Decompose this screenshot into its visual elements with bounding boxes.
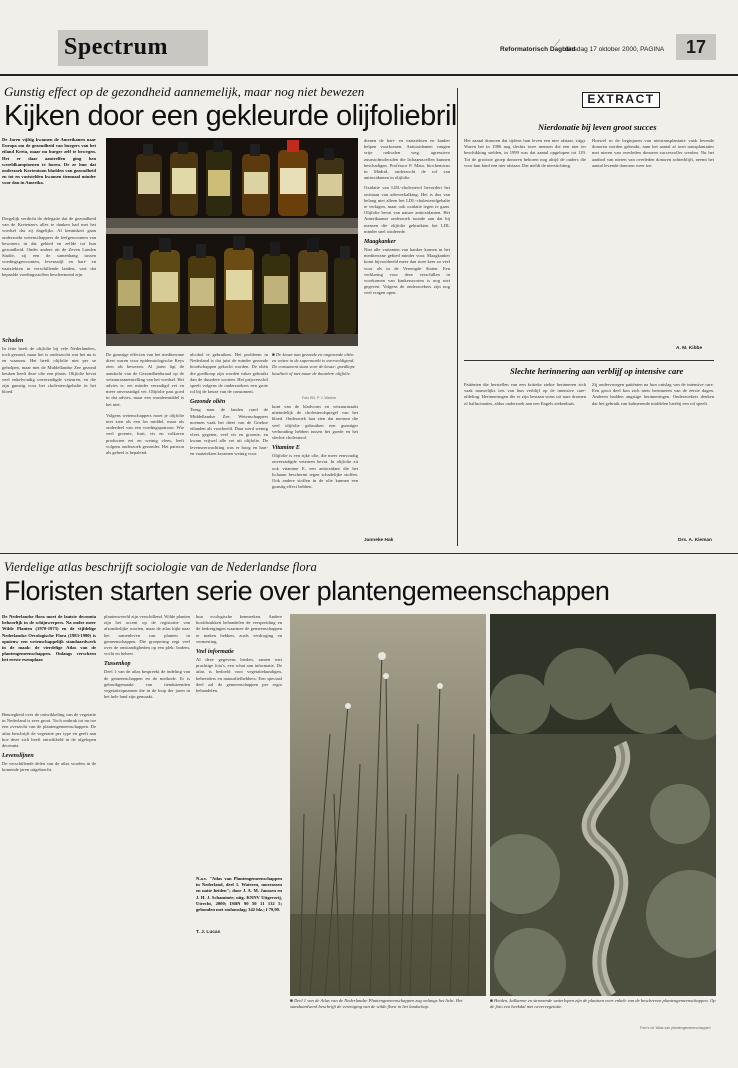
article1-col3 <box>190 352 268 546</box>
article1-col4-text: kunt van de bladvorm en vetzuurmaakt uiteindelijk de cholesterolspiegel van het bloed. Onderzoek laat zien dat mensen die veel olijfolie gebruiken een gunstiger verhouding hebben tussen het goede en het slechte cholesterol. <box>272 404 358 441</box>
article2-caption2 <box>490 998 716 1024</box>
extract-head1: Nierdonatie bij leven groot succes <box>538 122 657 132</box>
article1-col4-text2: Olijfolie is een rijke olie, die meer eenvoudig onverzadigde vetzuren bevat. In olijfolie zit ook vitamine E, een antioxidant die het lichaam beschermt tegen schadelijke stoffen. Ook andere stoffen in de olie kunnen een gunstig effect hebben. <box>272 453 358 490</box>
extract-separator <box>464 360 714 361</box>
article1-col5 <box>364 138 450 536</box>
article1-lead: De Jaren vijftig kwamen de Amerikanen naar Europa om de gezondheid van burgers van het eiland Kreta, maar nu burger zelf te bewegen. Het er daar aantreffen ging hen wereldkampioenen te horen. De ze hun dat onderzoek Kortentoon bladden van gezondheid en tot en vaststelden kwamen tienmaal minder voor dan in Amerika. <box>2 137 96 186</box>
article1-col5-subhead: Maagkanker <box>364 239 396 246</box>
extract-text2b: Zij ondervroegen patiënten na hun ontslag van de intensive care. Een groot deel kon zich niets herinneren van de eerste dagen. Anderen hadden angstige herinneringen. Onderzoekers denken dat het gebruik van kalmerende middelen hierbij een rol speelt. <box>592 382 714 406</box>
date-line: dinsdag 17 oktober 2000, PAGINA <box>565 46 665 53</box>
article2-col3-text: hun ecologische kenmerken. Andere hoofdstukken behandelen de verspreiding en de bedreigingen waarmee de gemeenschappen te maken hebben, zoals verdroging en vermesting. <box>196 614 282 644</box>
article1-col1-text: Dergelijk verdicht de delegatie dat de gezondheid van de Kretenzers alles te danken had met het voedsel dat zij dagelijks. Al kenniskeit gaan onderzoekt wetenschappers de leefgewoonten van bewoners in dat gebied en zelfde tot hun gezondheid. Onder andere uit de Zeven Landen Studie, zij een de samenhang tussen voedingsgewoonten, levensstijl en hart- en vaatziekten in verschillende landen, vast dat bepaalde voedingsstoffen beschermend zijn. <box>2 216 96 277</box>
article2-photo-credit: Foto's uit 'Atlas van plantengemeenschappen' <box>640 1026 712 1030</box>
extract-text1b: Hoewel in de beginjaren van niertransplantatie vaak levende donoren werden gebruikt, nam het aantal af toen transplantaties met nieren van overleden donoren succesvoller werden. Nu het aanbod van nieren van overleden donoren achterblijft, neemt het aantal levende donoren weer toe. <box>592 138 714 168</box>
caption1-bullet-icon: ■ <box>290 998 294 1003</box>
caption2-bullet-icon: ■ <box>490 998 494 1003</box>
masthead <box>0 26 738 76</box>
paper-name: Reformatorisch Dagblad <box>500 46 576 53</box>
article1-col1-body2 <box>2 334 96 546</box>
article2-caption1 <box>290 998 486 1024</box>
article1-kicker: Gunstig effect op de gezondheid aannemelijk, maar nog niet bewezen <box>4 84 365 99</box>
article2-col3 <box>196 614 282 874</box>
article2-book-info: N.a.v. "Atlas van Plantengemeenschappen in Nederland, deel 1. Wateren, moerassen en natte heiden"; door J. A. M. Janssen en J. H. J. Schaminée; uitg. KNNV Uitgeverij, Utrecht, 2000; ISBN 90 50 11 132 5; gebonden met stofomslag; 342 blz.; f 79,90. <box>196 876 282 913</box>
article2-col1 <box>2 712 96 1012</box>
article2-col1-subhead: Levenslijnen <box>2 753 34 760</box>
article1-col5-text2: Oxidatie van LDL-cholesterol bevordert het ontstaan van aderverkalking. Het is dus van belang niet alleen het LDL-cholesterolgehalte te verlagen, maar ook oxidatie tegen te gaan. Olijfolie bevat van nature antioxidanten. Het Amerikaanse onderzoek toonde aan dat bij mensen die olijfolie gebruikten het LDL minder snel oxideerde. <box>364 185 450 234</box>
article1-col2 <box>106 352 184 546</box>
article2-lead: De Nederlandse flora moet de laatste decennia behoorlijk in de schijnwerpers. Na onder meer Wilde Planten (1970-1973) en de vijfdelige Nederlandse Oecologische Flora (1983-1990) is opnieuw een wetenschappelijk standaardwerk in de maak: de vierdelige Atlas van de plantengemeenschappen. Onlangs verscheen het eerste exemplaar. <box>2 614 96 663</box>
article2-col2-text: plantenwereld zijn verschillend. Wilde planten zijn het accent op de registratie van afzonderlijke soorten, maar de atlas kijkt naar het samenleven van planten in gemeenschappen. Die groepering zegt veel over de omstandigheden op een plek: bodem, vocht en beheer. <box>104 614 190 657</box>
article2-caption1-text: Deel 1 van de Atlas van de Nederlandse Plantengemeenschappen zag onlangs het licht. Het standaardwerk beschrijft de vereniging van de wilde flora in het landschap. <box>290 998 463 1010</box>
extract-signoff1: A. M. Kibbe <box>676 346 703 351</box>
article2-headline: Floristen starten serie over plantengemeenschappen <box>4 576 610 606</box>
article1-photo-credit: Foto RD, P. J. Wacher <box>302 396 337 400</box>
extract-head2: Slechte herinnering aan verblijf op intensive care <box>510 366 684 376</box>
article2-col1-text2: De verschillende delen van de atlas worden in de komende jaren uitgebracht. <box>2 761 96 773</box>
article1-col3-text: alcohol te gebruiken. Het probleem in Nederland is dat juist de minder gezonde boodschappen gekocht worden. De oliën die goedkoop zijn worden vaker gebruikt dan de duurdere soorten. Het prijsverschil speelt volgens de onderzoekers een grote rol bij de keuze van de consument. <box>190 352 268 395</box>
olive-oil-photo <box>106 138 358 346</box>
article2-col3-subhead: Veel informatie <box>196 649 234 656</box>
article1-col3-text2: Terug naar de landen rond de Middellandse Zee. Wetenschappers noemen vaak het dieet van de Griekse eilanden als voorbeeld. Daar werd weinig vlees gegeten, veel vis en groente, en kwam vrijwel alle vet uit olijfolie. De levensverwachting was er hoog en hart- en vaatziekten kwamen weinig voor. <box>190 407 268 456</box>
article1-caption-text: De keuze aan gezonde en ongezonde oliën en vetten in de supermarkt is overweldigend. De consument staat voor de keuze: goedkope kwaliteit of met maar de duurdere olijfolie. <box>272 352 355 376</box>
article1-col3-subhead: Gezonde oliën <box>190 399 226 406</box>
article1-col2-text2: Volgens wetenschappers moet je olijfolie niet zien als een los middel, maar als onderdeel van een voedingspatroon. Wie veel groente, fruit, vis en volkoren producten eet en weinig vlees, leeft volgens onderzoek gezonder. Het patroon als geheel is bepalend. <box>106 412 184 456</box>
article1-col2-text: De gunstige effecten van het mediterrane dieet waren voor epidemiologische Keys zien als bewezen. Al jaren ligt de aandacht van de Gezondheidsraad op de vetzuursamenstelling van het voedsel. Het advies is: eet minder verzadigd vet en meer onverzadigd vet. Olijfolie past goed in dat advies, maar een wondermiddel is het niet. <box>106 352 184 407</box>
article2-col2-text2: Deel 1 van de atlas bespreekt de indeling van de gemeenschappen en de methode. Er is gebruikgemaakt van tienduizenden vegetatieopnamen die in de loop der jaren in het hele land zijn gemaakt. <box>104 669 190 700</box>
article-separator <box>0 553 738 554</box>
article1-col1-text2: In feite heeft de olijfolie bij vele Nederlanders, toch gezond, maar het is onderzocht wat het nu is en waarom. Het heeft olijfolie niet per se geholpen, maar met de Middellandse Zee gezond keuken heeft deze olie een plaats. Olijfolie bevat veel enkelvoudig onverzadigde vetzuren, en die zijn gunstig voor het cholesterolgehalte in het bloed. <box>2 346 96 395</box>
article1-author: Janneke Hak <box>364 538 394 543</box>
caption-bullet-icon: ■ <box>272 352 276 357</box>
article2-col2 <box>104 614 190 1012</box>
olive-oil-shelf-illustration <box>106 138 358 346</box>
extract-signoff2: Drs. A. Kieman <box>678 538 712 543</box>
page-number: 17 <box>676 34 716 60</box>
article2-author: T. J. Lucas <box>196 930 221 935</box>
article1-col1-subhead: Schaden <box>2 338 24 344</box>
divider-swirl-icon: ⁄ <box>556 36 559 50</box>
extract-text1: Het aantal donoren dat tijdens hun leven een nier afstaat, stijgt. Waren het in 1986 nog slechts twee mensen die een nier ter beschikking stelden, in 1999 was dat aantal opgelopen tot 119. Tot de grootste groep donoren behoren nog altijd de ouders die voor hun kind een nier afstaan. Dat meldt de nierstichting. <box>464 138 586 168</box>
grass-stems-illustration <box>290 614 486 996</box>
article2-col2-subhead: Tussenkop <box>104 661 131 668</box>
extract-label: EXTRACT <box>582 92 660 108</box>
extract-divider <box>457 88 458 546</box>
article2-col1-text: Benoegheid over de ontwikkeling van de vegetatie in Nederland is zeer groot. Toch ontbrak tot nu toe een overzicht van de plantengemeenschappen. De atlas beschrijft de vegetatie per type en geeft aan hoe deze zich heeft ontwikkeld in de afgelopen decennia. <box>2 712 96 749</box>
plant-photo-1 <box>290 614 486 996</box>
article2-col3-text2: Al deze gegevens bieden, samen met prachtige foto's, een schat aan informatie. De atlas is bedoeld voor vegetatiekundigen, beheerders en natuurliefhebbers. Een speciaal deel zal de gemeenschappen per regio behandelen. <box>196 657 282 694</box>
article1-photo-caption <box>272 352 358 394</box>
article1-col4-subhead: Vitamine E <box>272 445 300 452</box>
extract-text2: Patiënten die herstellen van een kritieke ziekte herinneren zich vaak nauwelijks iets van hun verblijf op de intensive care-afdeling. Herinneringen die er zijn bestaan soms uit nare dromen of hallucinaties, aldus onderzoek aan een Engels ziekenhuis. <box>464 382 586 406</box>
plant-photo-2 <box>490 614 716 996</box>
article1-col4 <box>272 404 358 546</box>
article1-col5-text3: Niet alle varianten van kanker komen in het mediterrane gebied minder voor. Maagkanker komt bijvoorbeeld meer dan twee keer zo veel voor als in de Verenigde Staten. Een verklaring voor deze verschillen in voorkomen van kankersoorten is nog niet gegeven. Volgens de onderzoekers zijn nog veel vragen open. <box>364 247 450 296</box>
section-title: Spectrum <box>64 34 168 60</box>
article2-caption2-text: Heiden, kalkarme en stromende waterlopen zijn de plaatsen voor enkele van de beschreven plantengemeenschappen. Op de foto een beekdal met oevervegetatie. <box>490 998 716 1010</box>
article2-kicker: Vierdelige atlas beschrijft sociologie van de Nederlandse flora <box>4 560 317 574</box>
article1-headline: Kijken door een gekleurde olijfoliebril <box>4 100 457 132</box>
stream-landscape-illustration <box>490 614 716 996</box>
article1-col5-text: dienen de hart- en vaatziekten en kanker helpen voorkomen. Antioxidanten vangen vrije radicalen weg, agressieve zuurstofmoleculen die lichaamscellen kunnen beschadigen. Professor P. Mata, biochemicus in Madrid, onderzocht de rol van antioxidanten in olijfolie. <box>364 138 450 181</box>
